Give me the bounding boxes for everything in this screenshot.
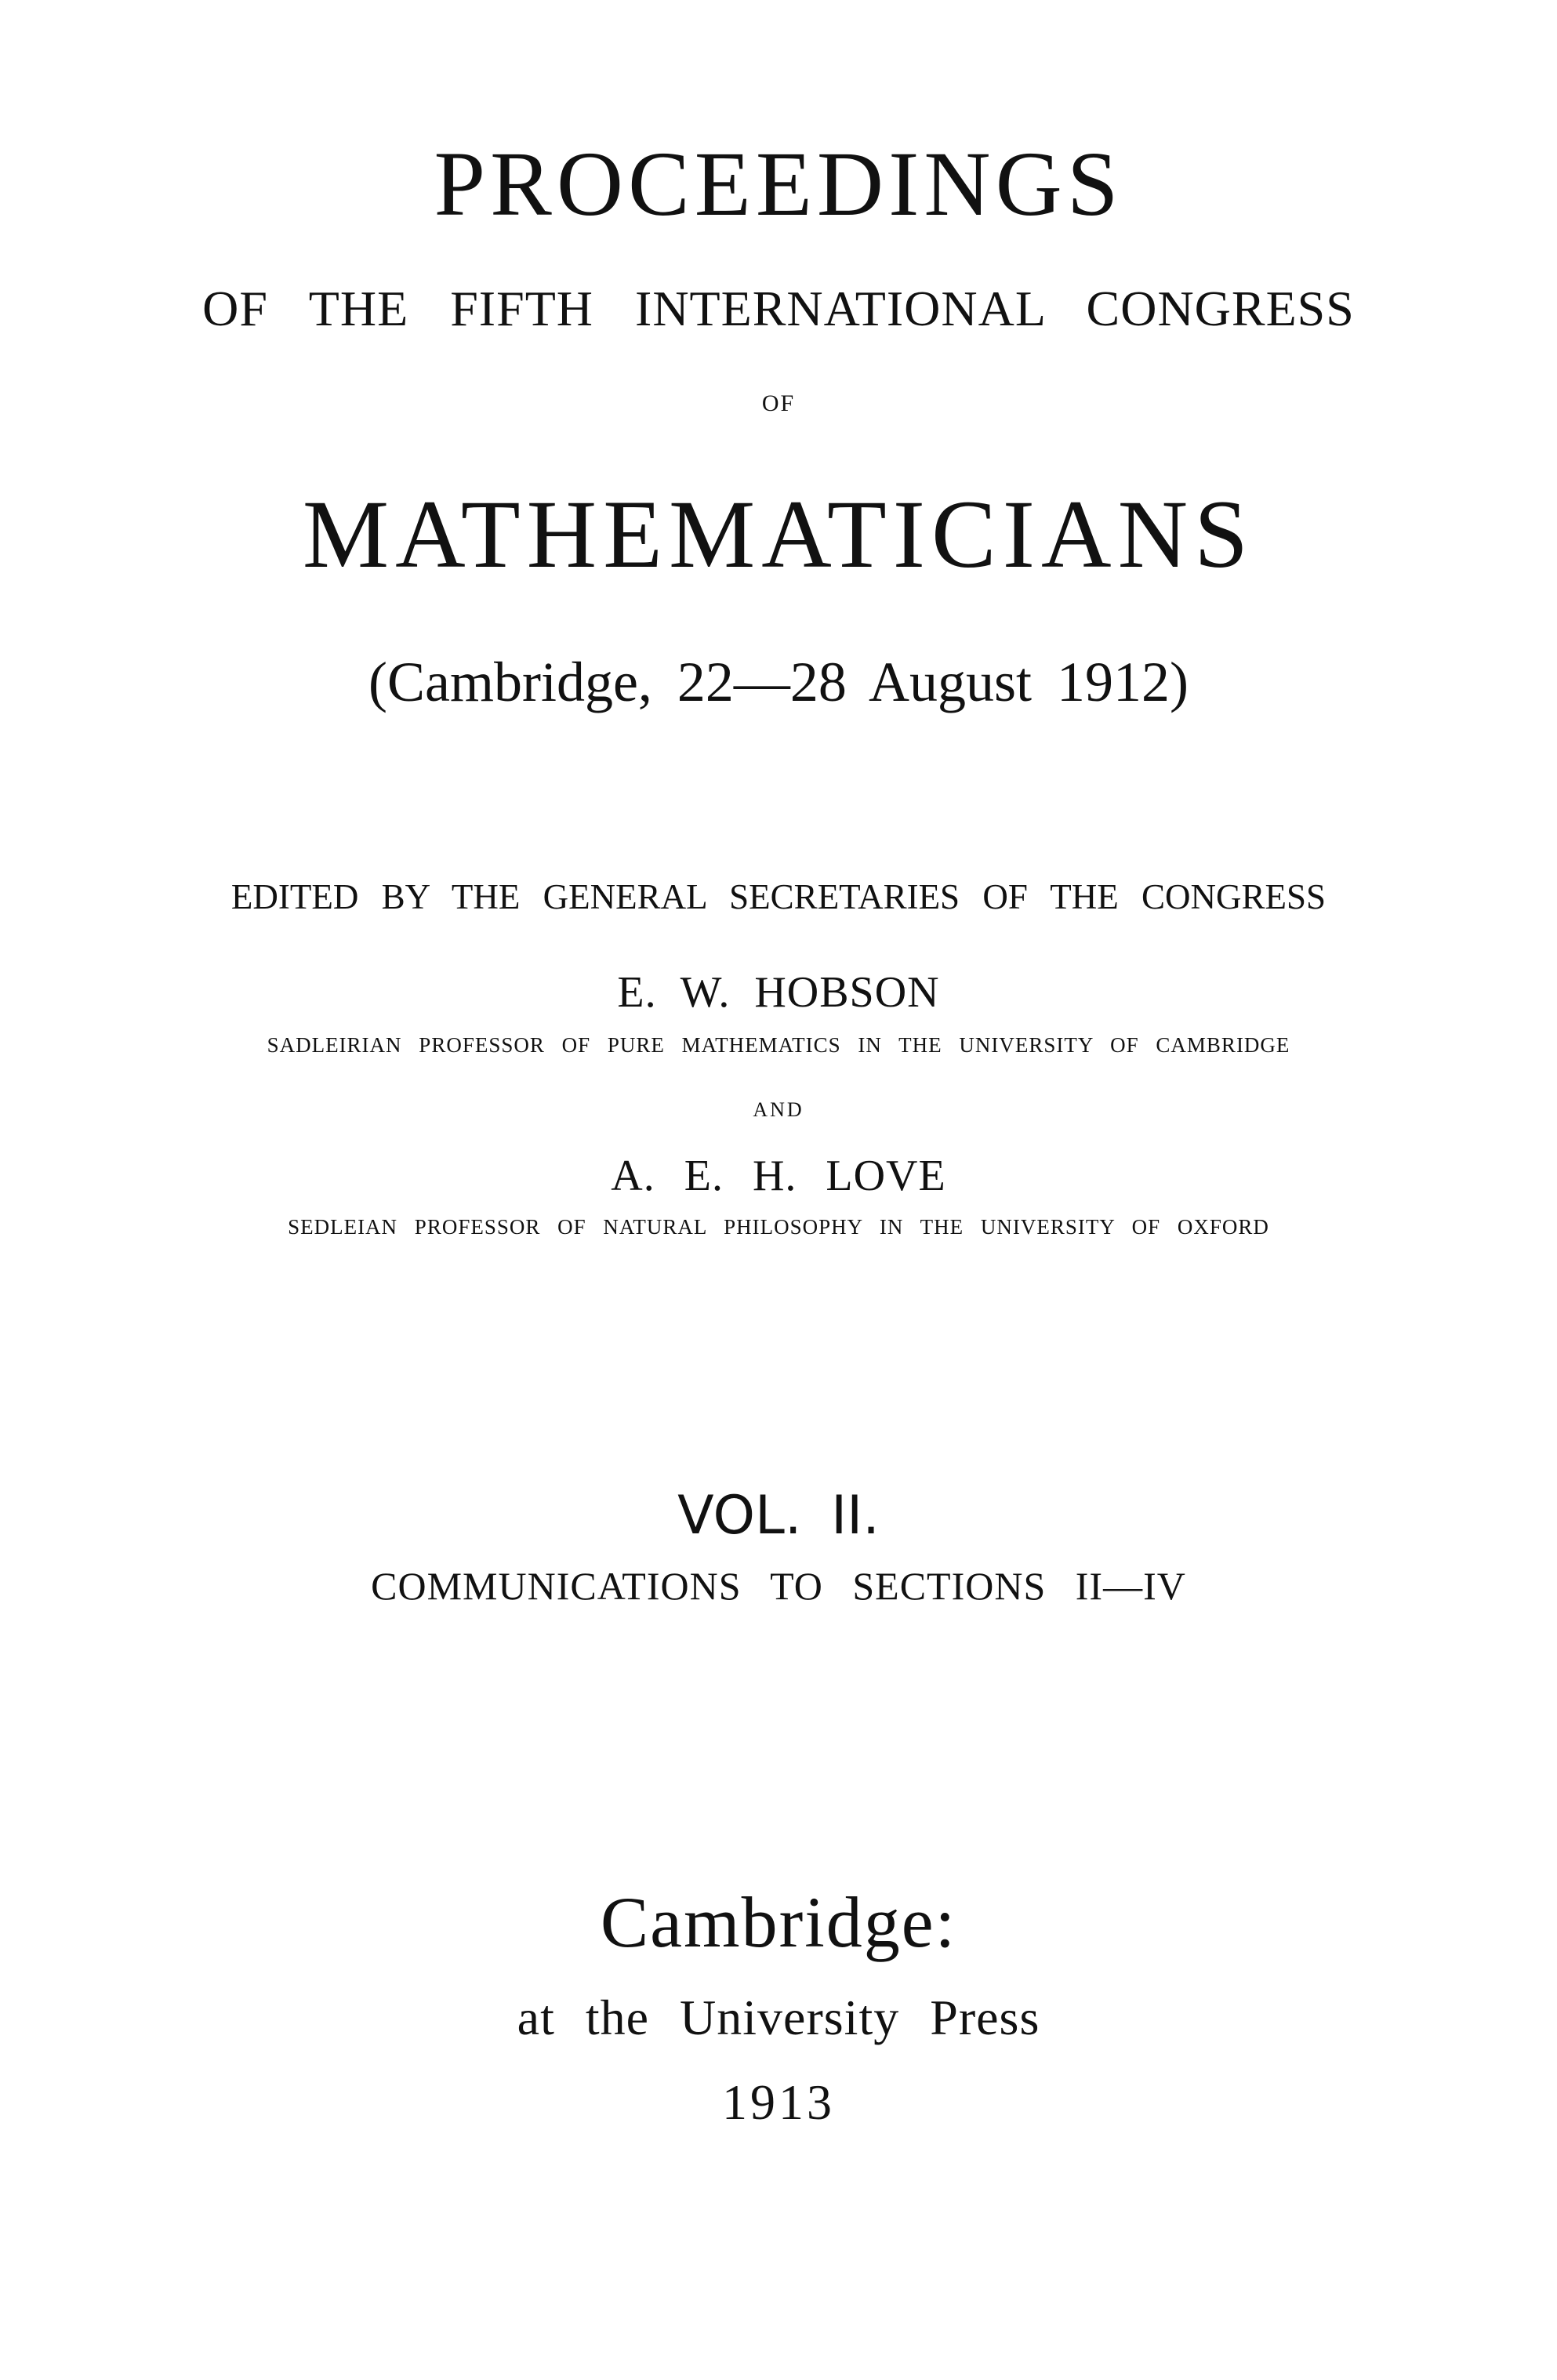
place-and-date: (Cambridge, 22—28 August 1912): [368, 651, 1189, 713]
of-connector: OF: [761, 390, 796, 416]
imprint-city: Cambridge:: [600, 1882, 957, 1962]
imprint-press: at the University Press: [517, 1990, 1040, 2045]
editor-title-hobson: SADLEIRIAN PROFESSOR OF PURE MATHEMATICS IN THE UNIVERSITY OF CAMBRIDGE: [267, 1033, 1290, 1057]
edited-by-line: EDITED BY THE GENERAL SECRETARIES OF THE CONGRESS: [230, 877, 1327, 916]
editor-title-love: SEDLEIAN PROFESSOR OF NATURAL PHILOSOPHY IN THE UNIVERSITY OF OXFORD: [288, 1215, 1269, 1239]
and-connector: AND: [753, 1098, 804, 1121]
main-title-mathematicians: MATHEMATICIANS: [302, 481, 1255, 588]
volume-number: VOL. II.: [677, 1485, 880, 1547]
editor-name-love: A. E. H. LOVE: [611, 1152, 946, 1200]
editor-name-hobson: E. W. HOBSON: [617, 968, 940, 1017]
congress-line: OF THE FIFTH INTERNATIONAL CONGRESS: [202, 281, 1355, 336]
main-title-proceedings: PROCEEDINGS: [434, 132, 1123, 235]
volume-subtitle: COMMUNICATIONS TO SECTIONS II—IV: [371, 1564, 1186, 1608]
imprint-year: 1913: [722, 2074, 835, 2130]
